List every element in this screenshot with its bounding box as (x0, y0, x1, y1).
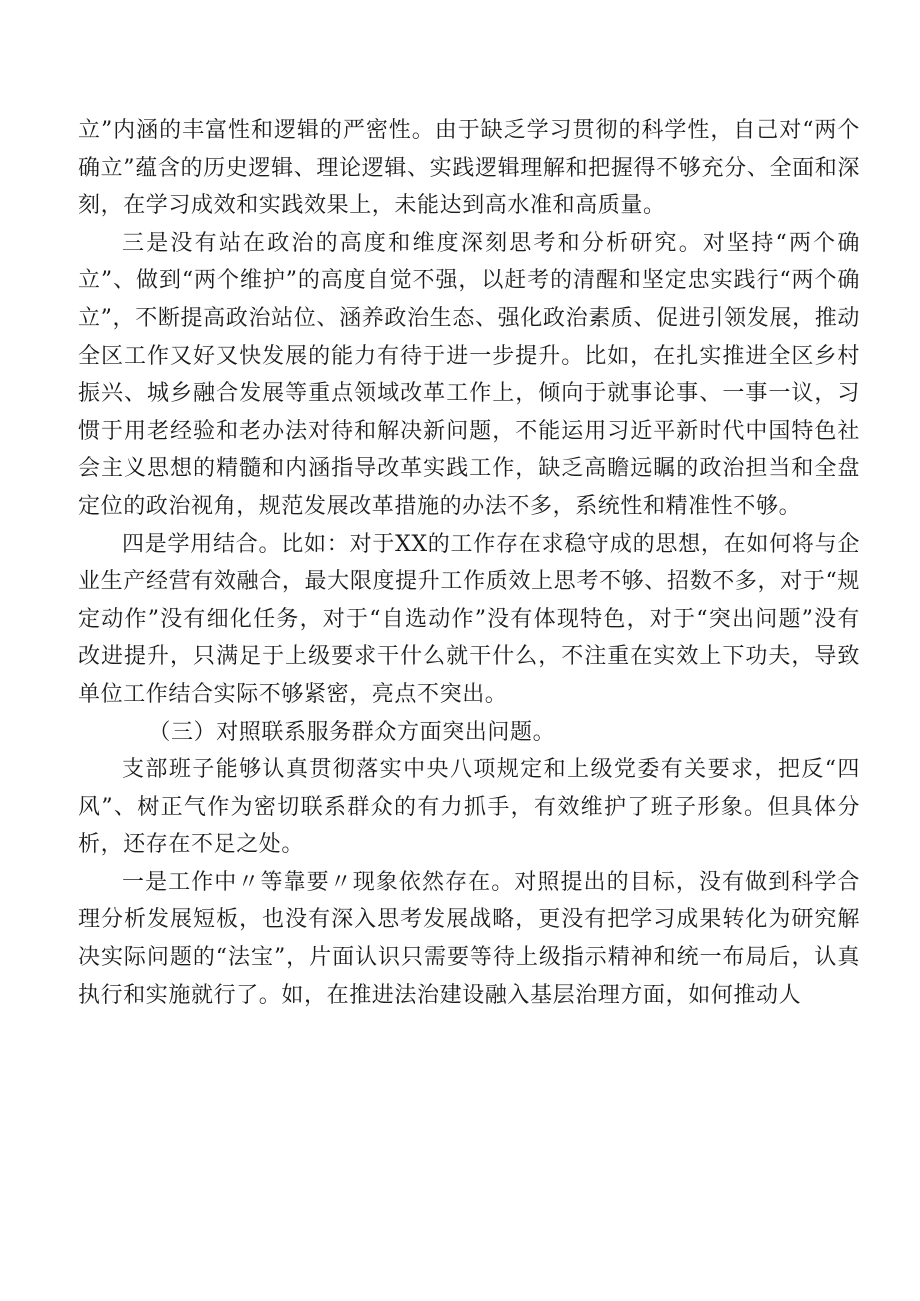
paragraph-point-four: 四是学用结合。比如：对于XX的工作存在求稳守成的思想，在如何将与企业生产经营有效融合，最大限度提升工作质效上思考不够、招数不多，对于“规定动作”没有细化任务，对于“自选动作”没有体现特色，对于“突出问题”没有改进提升，只满足于上级要求干什么就干什么，不注重在实效上下功夫，导致单位工作结合实际不够紧密，亮点不突出。 (78, 531, 860, 707)
paragraph-continuation: 立”内涵的丰富性和逻辑的严密性。由于缺乏学习贯彻的科学性，自己对“两个确立”蕴含的历史逻辑、理论逻辑、实践逻辑理解和把握得不够充分、全面和深刻，在学习成效和实践效果上，未能达到高水准和高质量。 (78, 118, 860, 219)
paragraph-point-one: 一是工作中〃等靠要〃现象依然存在。对照提出的目标，没有做到科学合理分析发展短板，也没有深入思考发展战略，更没有把学习成果转化为研究解决实际问题的“法宝”，片面认识只需要等待上级指示精神和统一布局后，认真执行和实施就行了。如，在推进法治建设融入基层治理方面，如何推动人 (78, 869, 860, 1008)
section-heading-three: （三）对照联系服务群众方面突出问题。 (148, 719, 556, 745)
paragraph-branch-overview: 支部班子能够认真贯彻落实中央八项规定和上级党委有关要求，把反“四风”、树正气作为密切联系群众的有力抓手，有效维护了班子形象。但具体分析，还存在不足之处。 (78, 757, 860, 858)
document-body (78, 112, 860, 1014)
paragraph-point-three: 三是没有站在政治的高度和维度深刻思考和分析研究。对坚持“两个确立”、做到“两个维护”的高度自觉不强，以赶考的清醒和坚定忠实践行“两个确立”，不断提高政治站位、涵养政治生态、强化政治素质、促进引领发展，推动全区工作又好又快发展的能力有待于进一步提升。比如，在扎实推进全区乡村振兴、城乡融合发展等重点领域改革工作上，倾向于就事论事、一事一议，习惯于用老经验和老办法对待和解决新问题，不能运用习近平新时代中国特色社会主义思想的精髓和内涵指导改革实践工作，缺乏高瞻远瞩的政治担当和全盘定位的政治视角，规范发展改革措施的办法不多，系统性和精准性不够。 (78, 230, 860, 519)
